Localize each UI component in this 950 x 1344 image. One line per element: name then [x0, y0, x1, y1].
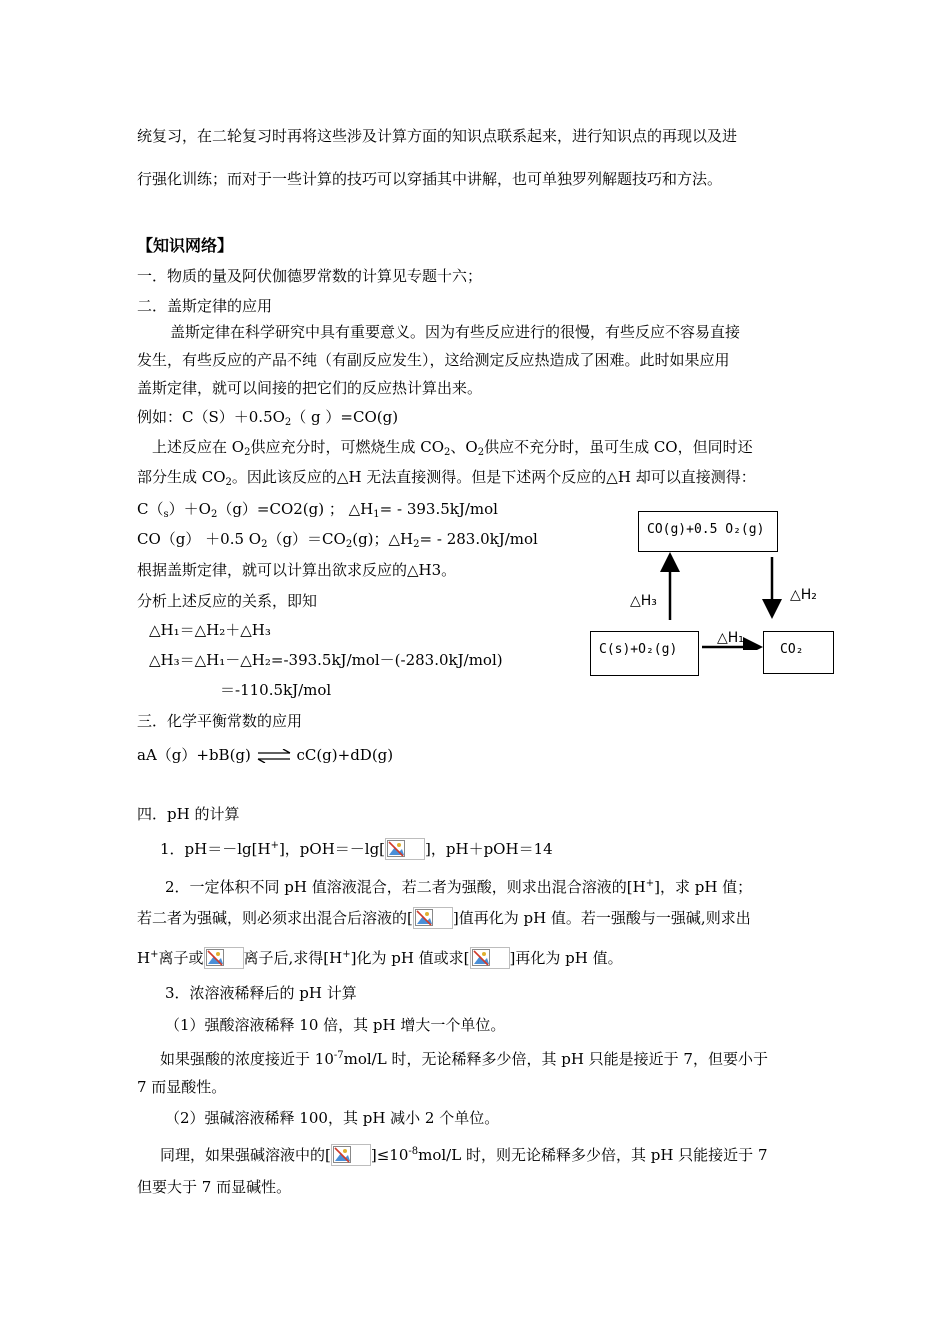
broken-image-icon	[413, 907, 453, 929]
section-1-title: 一．物质的量及阿伏伽德罗常数的计算见专题十六；	[137, 267, 483, 285]
equation-3: ＝-110.5kJ/mol	[220, 681, 332, 699]
hess-calc-line: 根据盖斯定律，就可以计算出欲求反应的△H3。	[137, 561, 457, 579]
hess-para-line-3: 盖斯定律，就可以间接的把它们的反应热计算出来。	[137, 379, 483, 397]
strong-acid-note-1: 如果强酸的浓度接近于 $10^{-7}mol/L$ 时，无论稀释多少倍，其 pH 只能是接近于 7，但要小于	[160, 1050, 768, 1068]
strong-acid-dilution: （1）强酸溶液稀释 10 倍，其 pH 增大一个单位。	[165, 1016, 506, 1034]
diagram-right-box: CO₂	[763, 631, 834, 674]
section-heading: 【知识网络】	[137, 236, 234, 255]
hess-para-line-1: 盖斯定律在科学研究中具有重要意义。因为有些反应进行的很慢，有些反应不容易直接	[170, 323, 741, 341]
strong-base-note-2: 但要大于 7 而显碱性。	[137, 1178, 292, 1196]
supply-line-1: 上述反应在 $O_2$供应充分时，可燃烧生成 $CO_2$、$O_2$供应不充分时，虽可生成 CO，但同时还	[152, 438, 753, 458]
label-h1: △H₁	[717, 630, 744, 646]
ph-item-3-title: 3．浓溶液稀释后的 pH 计算	[165, 984, 357, 1002]
label-h2: △H₂	[790, 587, 817, 603]
ph-item-1: 1．pH＝－lg[H+]，pOH＝－lg[ ]，pH＋pOH＝14	[160, 840, 553, 858]
strong-acid-note-2: 7 而显酸性。	[137, 1078, 227, 1096]
section-3-title: 三．化学平衡常数的应用	[137, 712, 303, 730]
broken-image-icon	[204, 947, 244, 969]
equation-2: △H₃＝△H₁－△H₂=-393.5kJ/mol－(-283.0kJ/mol)	[149, 651, 503, 669]
analyze-line: 分析上述反应的关系，即知	[137, 592, 318, 610]
strong-base-dilution: （2）强碱溶液稀释 100，其 pH 减小 2 个单位。	[165, 1109, 500, 1127]
hess-para-line-2: 发生，有些反应的产品不纯（有副反应发生），这给测定反应热造成了困难。此时如果应用	[137, 351, 730, 369]
strong-base-note-1: 同理，如果强碱溶液中的[ ]$\le 10^{-8}mol/L$ 时，则无论稀释多少倍，其 pH 只能接近于 7	[160, 1146, 768, 1164]
equilibrium-equation: aA（g）+bB(g) cC(g)+dD(g)	[137, 746, 394, 764]
equation-1: △H₁＝△H₂＋△H₃	[149, 621, 271, 639]
example-reaction: 例如：$C(S)+0.5O_2$（ g ）=CO(g)	[137, 408, 399, 428]
section-2-title: 二．盖斯定律的应用	[137, 297, 273, 315]
equilibrium-arrow-icon	[256, 749, 292, 763]
reaction-2: CO（g） ＋0.5 $O_2(g)=CO_2(g)$；$\triangle H_2= - 283.0kJ/mol$	[137, 530, 538, 550]
ph-item-2-line-3: H+离子或 离子后,求得[H+]化为 pH 值或求[ ]再化为 pH 值。	[137, 949, 623, 967]
diagram-top-box: CO(g)+0.5 O₂(g)	[638, 511, 778, 552]
intro-line-2: 行强化训练；而对于一些计算的技巧可以穿插其中讲解，也可单独罗列解题技巧和方法。	[137, 170, 723, 188]
diagram-left-box: C(s)+O₂(g)	[590, 631, 699, 676]
ph-item-2-line-2: 若二者为强碱，则必须求出混合后溶液的[ ]值再化为 pH 值。若一强酸与一强碱,则求出	[137, 909, 751, 927]
broken-image-icon	[470, 947, 510, 969]
intro-line-1: 统复习，在二轮复习时再将这些涉及计算方面的知识点联系起来，进行知识点的再现以及进	[137, 127, 738, 145]
reaction-1: $C(_s)+O_2(g)=CO2(g)$ ； $\triangle H_1= - 393.5kJ/mol$	[137, 500, 498, 520]
broken-image-icon	[385, 838, 425, 860]
section-4-title: 四．pH 的计算	[137, 805, 240, 823]
ph-item-2-line-1: 2．一定体积不同 pH 值溶液混合，若二者为强酸，则求出混合溶液的[H+]，求 pH 值；	[165, 878, 753, 896]
broken-image-icon	[331, 1144, 371, 1166]
label-h3: △H₃	[630, 593, 657, 609]
supply-line-2: 部分生成 $CO_2$。因此该反应的△H 无法直接测得。但是下述两个反应的△H 却可以直接测得：	[137, 468, 756, 488]
